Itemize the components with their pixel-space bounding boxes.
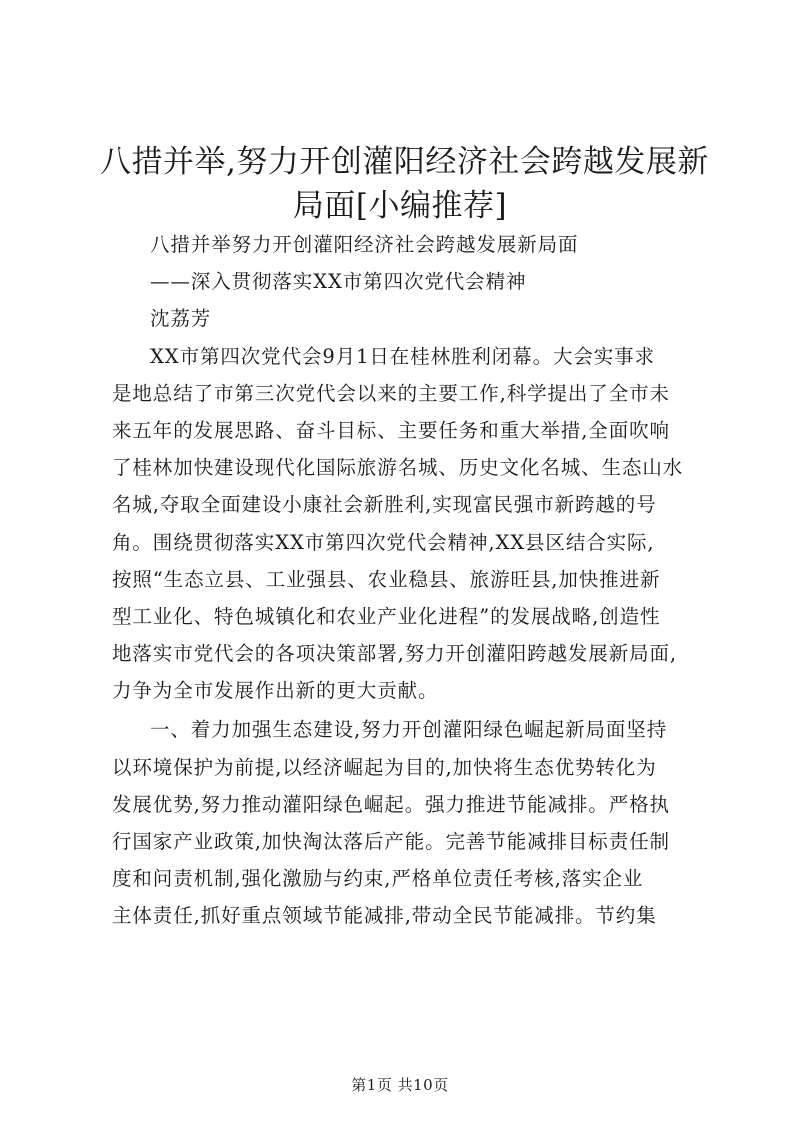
paragraph-2-line-2: 以环境保护为前提,以经济崛起为目的,加快将生态优势转化为: [112, 755, 657, 779]
paragraph-1-line-5: 名城,夺取全面建设小康社会新胜利,实现富民强市新跨越的号: [112, 493, 657, 517]
title-line-2: 局面[小编推荐]: [292, 188, 508, 224]
author-name: 沈荔芳: [150, 307, 212, 331]
paragraph-1-line-10: 力争为全市发展作出新的更大贡献。: [112, 679, 439, 703]
document-title: [100, 140, 709, 228]
document-body: [112, 226, 712, 935]
page-number-footer: 第1页 共10页: [351, 1076, 449, 1094]
paragraph-1-line-4: 了桂林加快建设现代化国际旅游名城、历史文化名城、生态山水: [112, 456, 684, 480]
paragraph-2-line-1: 一、着力加强生态建设,努力开创灌阳绿色崛起新局面坚持: [150, 718, 668, 742]
paragraph-1-line-8: 型工业化、特色城镇化和农业产业化进程”的发展战略,创造性: [112, 604, 661, 628]
paragraph-1-line-3: 来五年的发展思路、奋斗目标、主要任务和重大举措,全面吹响: [112, 418, 670, 442]
paragraph-1-line-2: 是地总结了市第三次党代会以来的主要工作,科学提出了全市未: [112, 381, 670, 405]
paragraph-2-line-4: 行国家产业政策,加快淘汰落后产能。完善节能减排目标责任制: [112, 830, 670, 853]
paragraph-1-line-6: 角。围绕贯彻落实XX市第四次党代会精神,XX县区结合实际,: [112, 530, 655, 554]
paragraph-2-line-3: 发展优势,努力推动灌阳绿色崛起。强力推进节能减排。严格执: [112, 792, 670, 816]
paragraph-2-line-6: 主体责任,抓好重点领域节能减排,带动全民节能减排。节约集: [112, 904, 657, 928]
paragraph-1-line-9: 地落实市党代会的各项决策部署,努力开创灌阳跨越发展新局面,: [112, 642, 677, 666]
paragraph-1-line-7: 按照“生态立县、工业强县、农业稳县、旅游旺县,加快推进新: [112, 567, 661, 591]
paragraph-1-line-1: XX市第四次党代会9月1日在桂林胜利闭幕。大会实事求: [150, 344, 655, 368]
subtitle-secondary: ——深入贯彻落实XX市第四次党代会精神: [150, 270, 527, 294]
subtitle: 八措并举努力开创灌阳经济社会跨越发展新局面: [150, 233, 579, 256]
paragraph-2-line-5: 度和问责机制,强化激励与约束,严格单位责任考核,落实企业: [112, 867, 644, 891]
title-line-1: 八措并举,努力开创灌阳经济社会跨越发展新: [100, 144, 709, 180]
